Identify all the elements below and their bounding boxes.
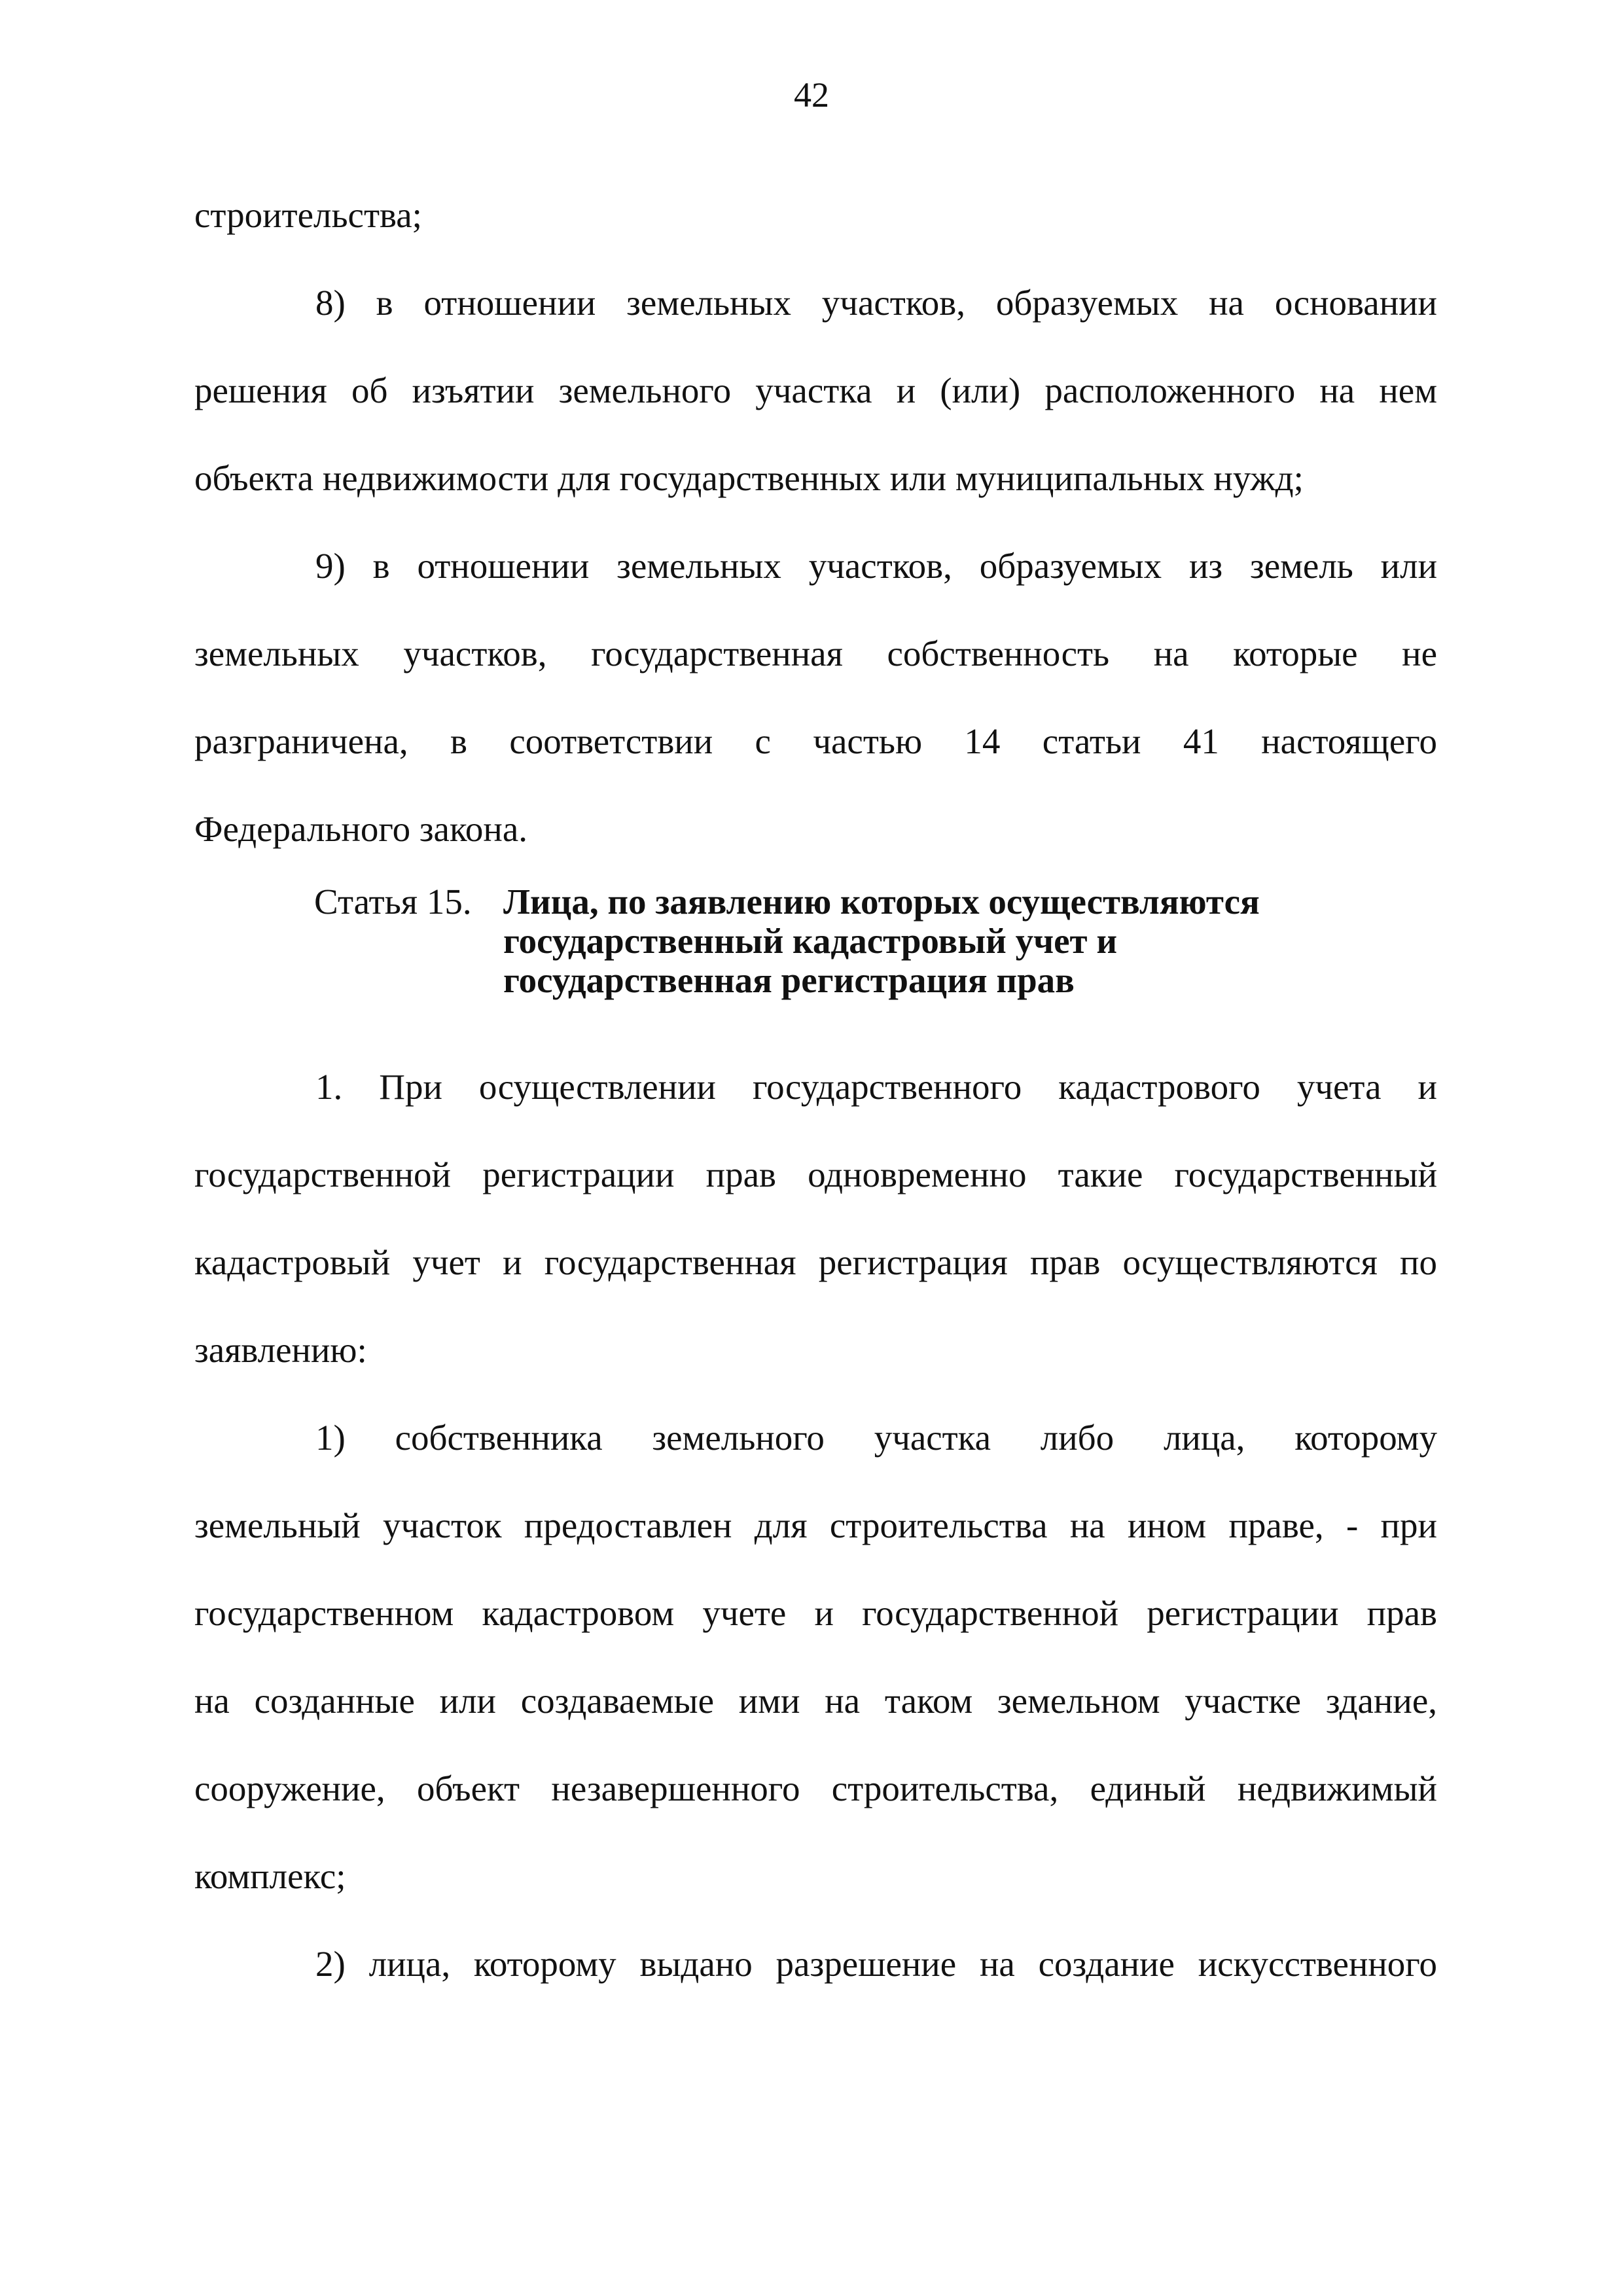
text-line: решения об изъятии земельного участка и (или) расположенного на нем xyxy=(194,370,1437,410)
article-title-line: Лица, по заявлению которых осуществляются xyxy=(503,882,1260,922)
text-line: земельных участков, государственная собственность на которые не xyxy=(194,634,1437,673)
article-title xyxy=(503,882,1260,1000)
text-line: 1) собственника земельного участка либо лица, которому xyxy=(315,1418,1437,1458)
article-title-line: государственная регистрация прав xyxy=(503,960,1075,1000)
text-line: земельный участок предоставлен для строительства на ином праве, - при xyxy=(194,1505,1437,1545)
article-heading xyxy=(194,882,1437,1039)
article-label: Статья 15. xyxy=(314,882,472,922)
document-body xyxy=(194,171,1437,2008)
text-line: сооружение, объект незавершенного строительства, единый недвижимый xyxy=(194,1768,1437,1808)
article-title-line: государственный кадастровый учет и xyxy=(503,921,1118,961)
text-line: государственной регистрации прав одновременно такие государственный xyxy=(194,1155,1437,1194)
text-line: заявлению: xyxy=(194,1330,367,1370)
text-line: государственном кадастровом учете и государственной регистрации прав xyxy=(194,1593,1437,1633)
text-line: кадастровый учет и государственная регистрация прав осуществляются по xyxy=(194,1242,1437,1282)
text-line: комплекс; xyxy=(194,1856,346,1896)
page-number: 42 xyxy=(794,75,829,115)
text-line: на созданные или создаваемые ими на таком земельном участке здание, xyxy=(194,1681,1437,1721)
text-line: объекта недвижимости для государственных или муниципальных нужд; xyxy=(194,458,1304,498)
text-line: разграничена, в соответствии с частью 14 статьи 41 настоящего xyxy=(194,721,1437,761)
text-line: строительства; xyxy=(194,195,422,235)
text-line: 1. При осуществлении государственного кадастрового учета и xyxy=(315,1067,1437,1107)
text-line: 2) лица, которому выдано разрешение на создание искусственного xyxy=(315,1944,1437,1984)
text-line: 9) в отношении земельных участков, образуемых из земель или xyxy=(315,546,1437,586)
text-line: 8) в отношении земельных участков, образуемых на основании xyxy=(315,283,1437,323)
text-line: Федерального закона. xyxy=(194,809,527,849)
